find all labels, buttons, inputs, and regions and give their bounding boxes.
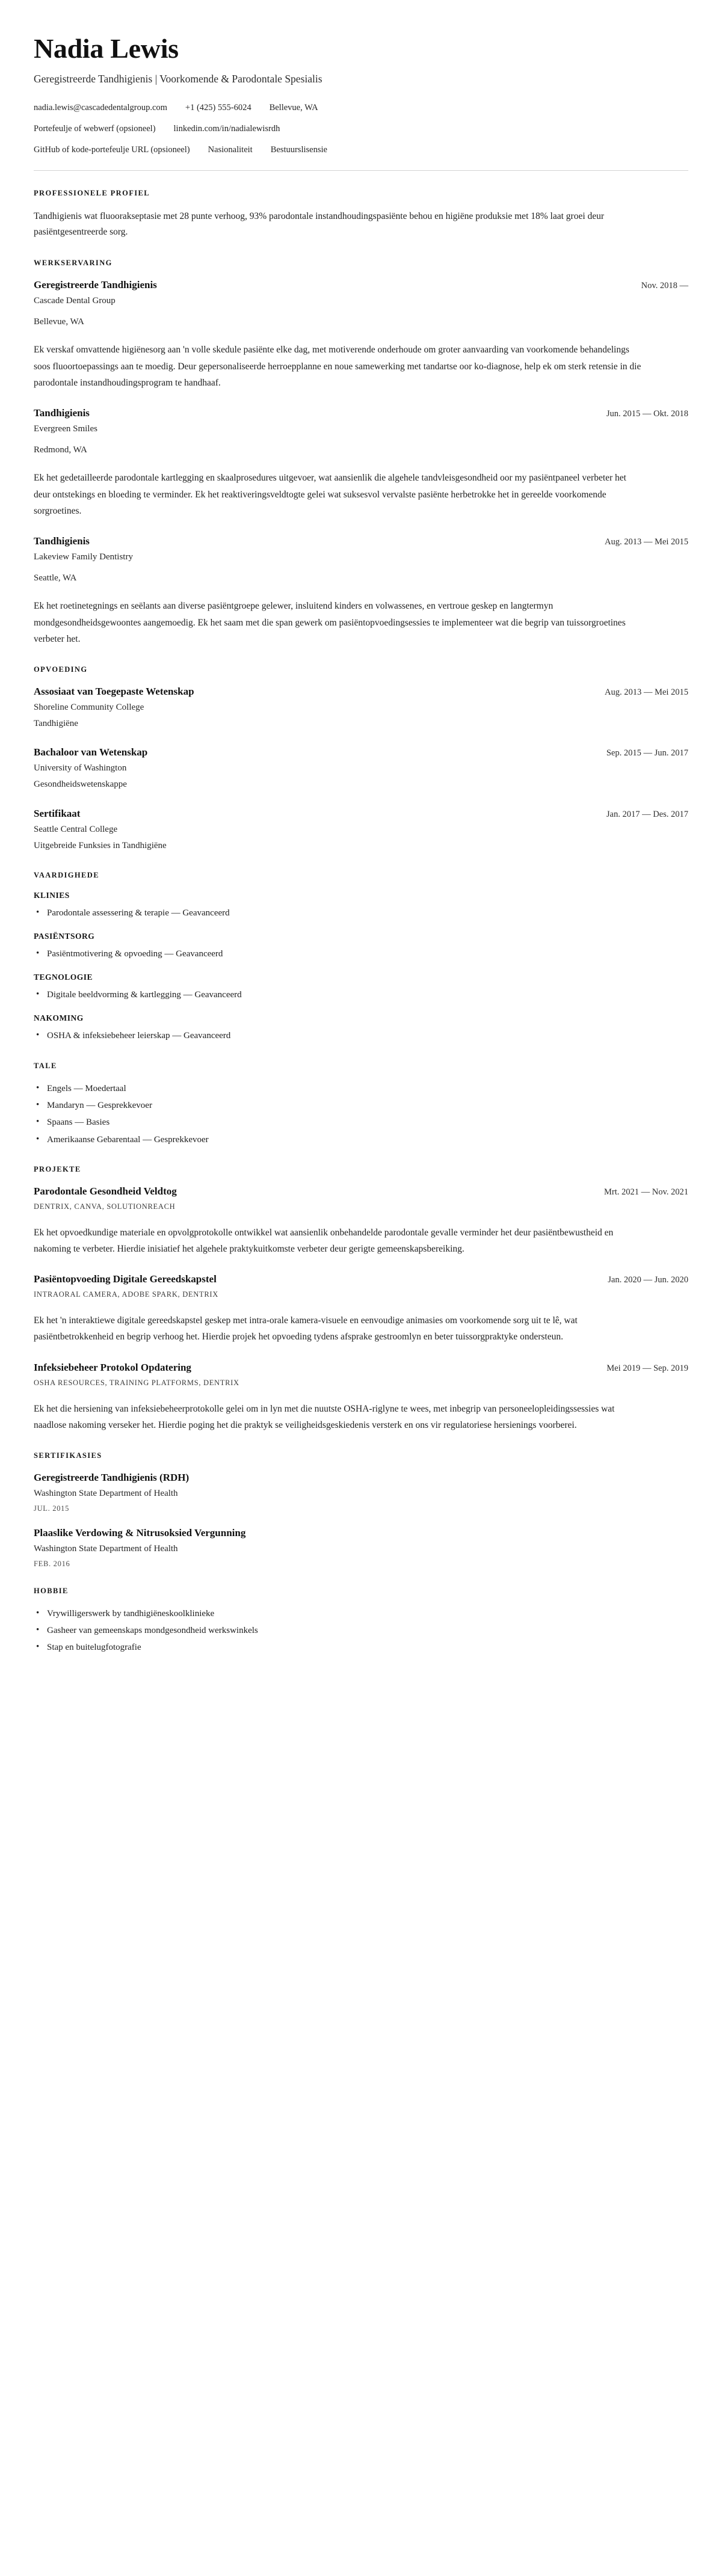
education-entry-head xyxy=(34,685,688,698)
certification-issuer: Washington State Department of Health xyxy=(34,1543,178,1554)
skill-list xyxy=(34,988,688,1002)
skill-item: • Parodontale assessering & terapie — Geavanceerd xyxy=(34,906,688,920)
section-title-hobbies: HOBBIE xyxy=(34,1586,69,1595)
experience-job-title: Geregistreerde Tandhigienis xyxy=(34,278,157,290)
section-title-languages: TALE xyxy=(34,1061,57,1070)
experience-location: Seattle, WA xyxy=(34,573,77,583)
project-date: Jan. 2020 — Jun. 2020 xyxy=(608,1275,688,1285)
language-item: • Mandaryn — Gesprekkevoer xyxy=(34,1098,688,1113)
experience-company: Cascade Dental Group xyxy=(34,295,116,306)
project-title: Pasiëntopvoeding Digitale Gereedskapstel xyxy=(34,1273,217,1285)
section-hobbies xyxy=(34,1587,688,1655)
education-date: Aug. 2013 — Mei 2015 xyxy=(605,687,688,697)
experience-list xyxy=(34,278,688,647)
project-entry xyxy=(34,1273,688,1345)
experience-date: Nov. 2018 — xyxy=(641,280,688,290)
section-experience xyxy=(34,259,688,647)
education-school: Shoreline Community College xyxy=(34,702,144,712)
experience-location: Redmond, WA xyxy=(34,444,87,455)
education-degree: Assosiaat van Toegepaste Wetenskap xyxy=(34,685,194,697)
project-tech-stack: DENTRIX, CANVA, SOLUTIONREACH xyxy=(34,1202,176,1211)
project-entry xyxy=(34,1185,688,1257)
education-entry-head xyxy=(34,807,688,820)
experience-company: Lakeview Family Dentistry xyxy=(34,552,133,562)
hobby-item: • Stap en buitelugfotografie xyxy=(34,1640,688,1655)
section-title-certifications: SERTIFIKASIES xyxy=(34,1451,102,1460)
contact-email[interactable]: nadia.lewis@cascadedentalgroup.com xyxy=(34,103,167,113)
experience-company: Evergreen Smiles xyxy=(34,423,97,434)
education-entry-head xyxy=(34,746,688,759)
section-education xyxy=(34,665,688,853)
experience-entry xyxy=(34,535,688,647)
certification-entry xyxy=(34,1471,688,1513)
education-degree: Sertifikaat xyxy=(34,807,81,819)
skill-item: • Pasiëntmotivering & opvoeding — Geavanceerd xyxy=(34,947,688,961)
skill-group xyxy=(34,932,688,961)
experience-job-title: Tandhigienis xyxy=(34,535,90,547)
section-certifications xyxy=(34,1451,688,1569)
contact-portfolio[interactable]: Portefeulje of webwerf (opsioneel) xyxy=(34,124,156,134)
contact-drivers-license: Bestuurslisensie xyxy=(270,144,327,155)
certification-list xyxy=(34,1471,688,1569)
project-date: Mrt. 2021 — Nov. 2021 xyxy=(603,1187,688,1197)
contact-nationality: Nasionaliteit xyxy=(208,144,253,155)
experience-entry-head xyxy=(34,278,688,292)
education-entry xyxy=(34,685,688,731)
project-tech-stack: INTRAORAL CAMERA, ADOBE SPARK, DENTRIX xyxy=(34,1290,218,1299)
skill-group-title: KLINIES xyxy=(34,890,70,900)
certification-title: Geregistreerde Tandhigienis (RDH) xyxy=(34,1471,190,1483)
experience-entry xyxy=(34,407,688,519)
candidate-headline: Geregistreerde Tandhigienis | Voorkomende & Parodontale Spesialis xyxy=(34,72,322,85)
experience-description: Ek het gedetailleerde parodontale kartlegging en skaalprosedures uitgevoer, wat aansienlik die algehele tandvleisgesondheid oor my pasiëntpaneel verbeter het deur ontstekings en bloeding te verminder. Ek het reaktiveringsveldtogte gelei wat suksesvol vervalste pasiënte herbetrokke het in gereelde voorkomende sorgroetines. xyxy=(34,473,626,516)
experience-description: Ek het roetinetegnings en seëlants aan diverse pasiëntgroepe gelewer, insluitend kinders en volwassenes, en vertroue geskep en langtermyn mondgesondheidsgewoontes aangemoedig. Ek het saam met die span gewerk om pasiëntopvoedingsessies te implementeer wat die begrip van tuissorgroetines verbeter het. xyxy=(34,601,626,644)
section-title-projects: PROJEKTE xyxy=(34,1164,81,1173)
section-profile xyxy=(34,189,688,241)
education-list xyxy=(34,685,688,853)
project-entry-head xyxy=(34,1273,688,1286)
education-entry xyxy=(34,746,688,792)
skill-item: • OSHA & infeksiebeheer leierskap — Geavanceerd xyxy=(34,1028,688,1043)
contact-row-3 xyxy=(34,144,688,157)
skill-item: • Digitale beeldvorming & kartlegging — Geavanceerd xyxy=(34,988,688,1002)
hobby-item: • Vrywilligerswerk by tandhigiëneskoolklinieke xyxy=(34,1606,688,1621)
skill-group xyxy=(34,891,688,920)
contact-github[interactable]: GitHub of kode-portefeulje URL (opsioneel) xyxy=(34,144,190,155)
education-field: Gesondheidswetenskappe xyxy=(34,779,127,790)
contact-location: Bellevue, WA xyxy=(269,103,318,113)
experience-description: Ek verskaf omvattende higiënesorg aan 'n volle skedule pasiënte elke dag, met motiverende onderhoude om groter aanvaarding van voorkomende behandelings soos fluoortoepassings aan te moedig. Deur gepersonaliseerde herroepplanne en noue samewerking met tandartse oor ko-diagnose, help ek om sterk retensie in die parodontale instandhoudingsprogram te handhaaf. xyxy=(34,345,641,388)
certification-issuer: Washington State Department of Health xyxy=(34,1489,178,1499)
experience-entry-head xyxy=(34,535,688,548)
experience-entry xyxy=(34,278,688,391)
project-description: Ek het 'n interaktiewe digitale gereedskapstel geskep met intra-orale kamera-visuele en eenvoudige animasies om voorkomende sorg uit te lê, wat pasiëntbetrokkenheid en begrip verhoog het. Hierdie projek het opvoeding tydens afsprake gestroomlyn en beter tuissorgpraktyke ondersteun. xyxy=(34,1315,578,1342)
skill-group-title: NAKOMING xyxy=(34,1013,84,1023)
resume-header xyxy=(34,34,688,157)
skill-group xyxy=(34,1013,688,1043)
project-title: Parodontale Gesondheid Veldtog xyxy=(34,1185,177,1197)
section-projects xyxy=(34,1165,688,1433)
education-degree: Bachaloor van Wetenskap xyxy=(34,746,148,758)
project-date: Mei 2019 — Sep. 2019 xyxy=(606,1363,688,1373)
project-entry-head xyxy=(34,1361,688,1374)
experience-date: Jun. 2015 — Okt. 2018 xyxy=(606,408,688,419)
project-description: Ek het die hersiening van infeksiebeheerprotokolle gelei om in lyn met die nuutste OSHA-riglyne te wees, met inbegrip van personeelopleidingssessies wat naadlose nakoming verseker het. Hierdie poging het die praktyk se veiligheidsgeskiedenis versterk en ons vir regulatoriese hersienings voorberei. xyxy=(34,1403,615,1430)
language-item: • Engels — Moedertaal xyxy=(34,1081,688,1096)
education-school: University of Washington xyxy=(34,763,127,773)
contact-phone[interactable]: +1 (425) 555-6024 xyxy=(185,103,251,113)
experience-date: Aug. 2013 — Mei 2015 xyxy=(605,536,688,547)
language-item: • Spaans — Basies xyxy=(34,1115,688,1130)
language-item: • Amerikaanse Gebarentaal — Gesprekkevoer xyxy=(34,1133,688,1147)
candidate-name: Nadia Lewis xyxy=(34,33,179,64)
hobby-list xyxy=(34,1606,688,1655)
education-field: Tandhigiëne xyxy=(34,718,78,728)
certification-title: Plaaslike Verdowing & Nitrusoksied Vergunning xyxy=(34,1526,246,1539)
project-list xyxy=(34,1185,688,1433)
certification-date: JUL. 2015 xyxy=(34,1504,70,1513)
project-description: Ek het opvoedkundige materiale en opvolgprotokolle ontwikkel wat aansienlik onbehandelde parodontale gevalle verminder het deur pasiëntbewustheid en nakoming te verbeter. Hierdie inisiatief het algehele praktykuitkomste verbeter deur gerigte gemeenskapsbereiking. xyxy=(34,1228,614,1255)
experience-job-title: Tandhigienis xyxy=(34,407,90,419)
contact-row-2 xyxy=(34,123,688,136)
certification-date: FEB. 2016 xyxy=(34,1559,70,1568)
project-entry-head xyxy=(34,1185,688,1198)
hobby-item: • Gasheer van gemeenskaps mondgesondheid werkswinkels xyxy=(34,1623,688,1638)
contact-linkedin[interactable]: linkedin.com/in/nadialewisrdh xyxy=(173,124,280,134)
project-title: Infeksiebeheer Protokol Opdatering xyxy=(34,1361,191,1373)
section-title-profile: PROFESSIONELE PROFIEL xyxy=(34,188,150,197)
section-languages xyxy=(34,1062,688,1147)
header-divider xyxy=(34,170,688,171)
education-field: Uitgebreide Funksies in Tandhigiëne xyxy=(34,840,167,850)
skill-list xyxy=(34,906,688,920)
project-entry xyxy=(34,1361,688,1433)
skill-group-title: PASIËNTSORG xyxy=(34,931,95,941)
section-title-experience: WERKSERVARING xyxy=(34,258,113,267)
profile-summary: Tandhigienis wat fluoorakseptasie met 28 punte verhoog, 93% parodontale instandhoudingspasiënte behou en higiëne produksie met 18% laat groei deur pasiëntgesentreerde sorg. xyxy=(34,211,605,238)
section-title-skills: VAARDIGHEDE xyxy=(34,870,99,879)
section-title-education: OPVOEDING xyxy=(34,665,88,674)
education-date: Jan. 2017 — Des. 2017 xyxy=(606,809,688,819)
skill-group-title: TEGNOLOGIE xyxy=(34,973,93,982)
certification-entry xyxy=(34,1526,688,1569)
education-school: Seattle Central College xyxy=(34,825,118,835)
experience-entry-head xyxy=(34,407,688,420)
skill-list xyxy=(34,1028,688,1043)
project-tech-stack: OSHA RESOURCES, TRAINING PLATFORMS, DENTRIX xyxy=(34,1378,239,1387)
contact-row-1 xyxy=(34,102,688,115)
education-date: Sep. 2015 — Jun. 2017 xyxy=(606,748,688,758)
education-entry xyxy=(34,807,688,853)
skill-list xyxy=(34,947,688,961)
language-list xyxy=(34,1081,688,1147)
section-skills xyxy=(34,871,688,1044)
skill-group xyxy=(34,973,688,1002)
experience-location: Bellevue, WA xyxy=(34,316,84,327)
